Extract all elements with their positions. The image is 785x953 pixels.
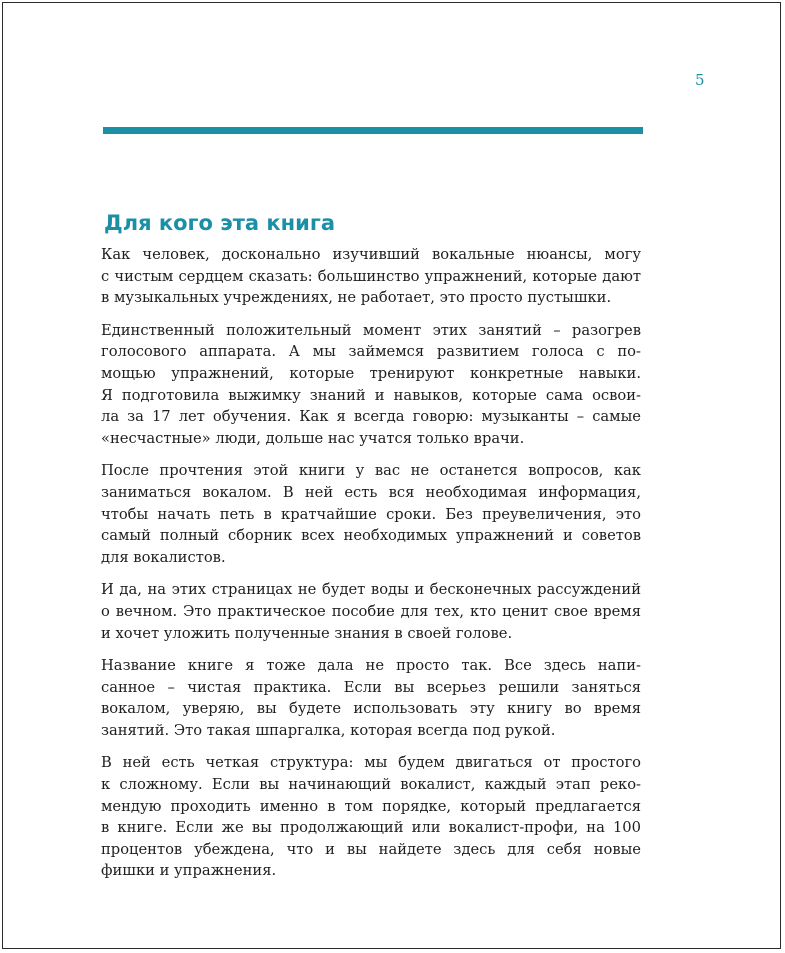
paragraph xyxy=(101,244,641,309)
text-line: в музыкальных учреждениях, не работает, это просто пустышки. xyxy=(101,289,612,307)
text-line: ла за 17 лет обучения. Как я всегда говорю: музыканты – самые xyxy=(101,408,641,426)
body-text xyxy=(101,244,641,893)
text-line: Название книге я тоже дала не просто так. Все здесь напи- xyxy=(101,657,641,675)
text-line: в книге. Если же вы продолжающий или вокалист-профи, на 100 xyxy=(101,819,641,837)
text-line: И да, на этих страницах не будет воды и бесконечных рассуждений xyxy=(101,581,641,599)
paragraph xyxy=(101,655,641,741)
paragraph xyxy=(101,460,641,568)
header-rule xyxy=(103,127,643,134)
text-line: для вокалистов. xyxy=(101,548,226,566)
text-line: Единственный положительный момент этих занятий – разогрев xyxy=(101,321,641,339)
page-number: 5 xyxy=(695,71,705,89)
text-line: занятий. Это такая шпаргалка, которая всегда под рукой. xyxy=(101,721,556,739)
text-line: Я подготовила выжимку знаний и навыков, которые сама освои- xyxy=(101,386,641,404)
paragraph xyxy=(101,579,641,644)
text-line: В ней есть четкая структура: мы будем двигаться от простого xyxy=(101,754,641,772)
text-line: к сложному. Если вы начинающий вокалист, каждый этап реко- xyxy=(101,776,641,794)
text-line: голосового аппарата. А мы займемся развитием голоса с по- xyxy=(101,343,641,361)
section-heading: Для кого эта книга xyxy=(104,211,335,235)
text-line: мощью упражнений, которые тренируют конкретные навыки. xyxy=(101,364,641,382)
text-line: «несчастные» люди, дольше нас учатся только врачи. xyxy=(101,429,525,447)
text-line: фишки и упражнения. xyxy=(101,862,277,880)
text-line: чтобы начать петь в кратчайшие сроки. Без преувеличения, это xyxy=(101,505,641,523)
text-line: процентов убеждена, что и вы найдете здесь для себя новые xyxy=(101,840,641,858)
text-line: заниматься вокалом. В ней есть вся необходимая информация, xyxy=(101,483,641,501)
paragraph xyxy=(101,752,641,882)
text-line: мендую проходить именно в том порядке, который предлагается xyxy=(101,797,641,815)
text-line: санное – чистая практика. Если вы всерьез решили заняться xyxy=(101,678,641,696)
text-line: вокалом, уверяю, вы будете использовать эту книгу во время xyxy=(101,700,641,718)
text-line: Как человек, досконально изучивший вокальные нюансы, могу xyxy=(101,246,641,263)
text-line: самый полный сборник всех необходимых упражнений и советов xyxy=(101,527,641,545)
text-line: о вечном. Это практическое пособие для тех, кто ценит свое время xyxy=(101,602,641,620)
text-line: с чистым сердцем сказать: большинство упражнений, которые дают xyxy=(101,267,641,285)
text-line: и хочет уложить полученные знания в своей голове. xyxy=(101,624,513,642)
paragraph xyxy=(101,320,641,450)
text-line: После прочтения этой книги у вас не останется вопросов, как xyxy=(101,462,641,480)
